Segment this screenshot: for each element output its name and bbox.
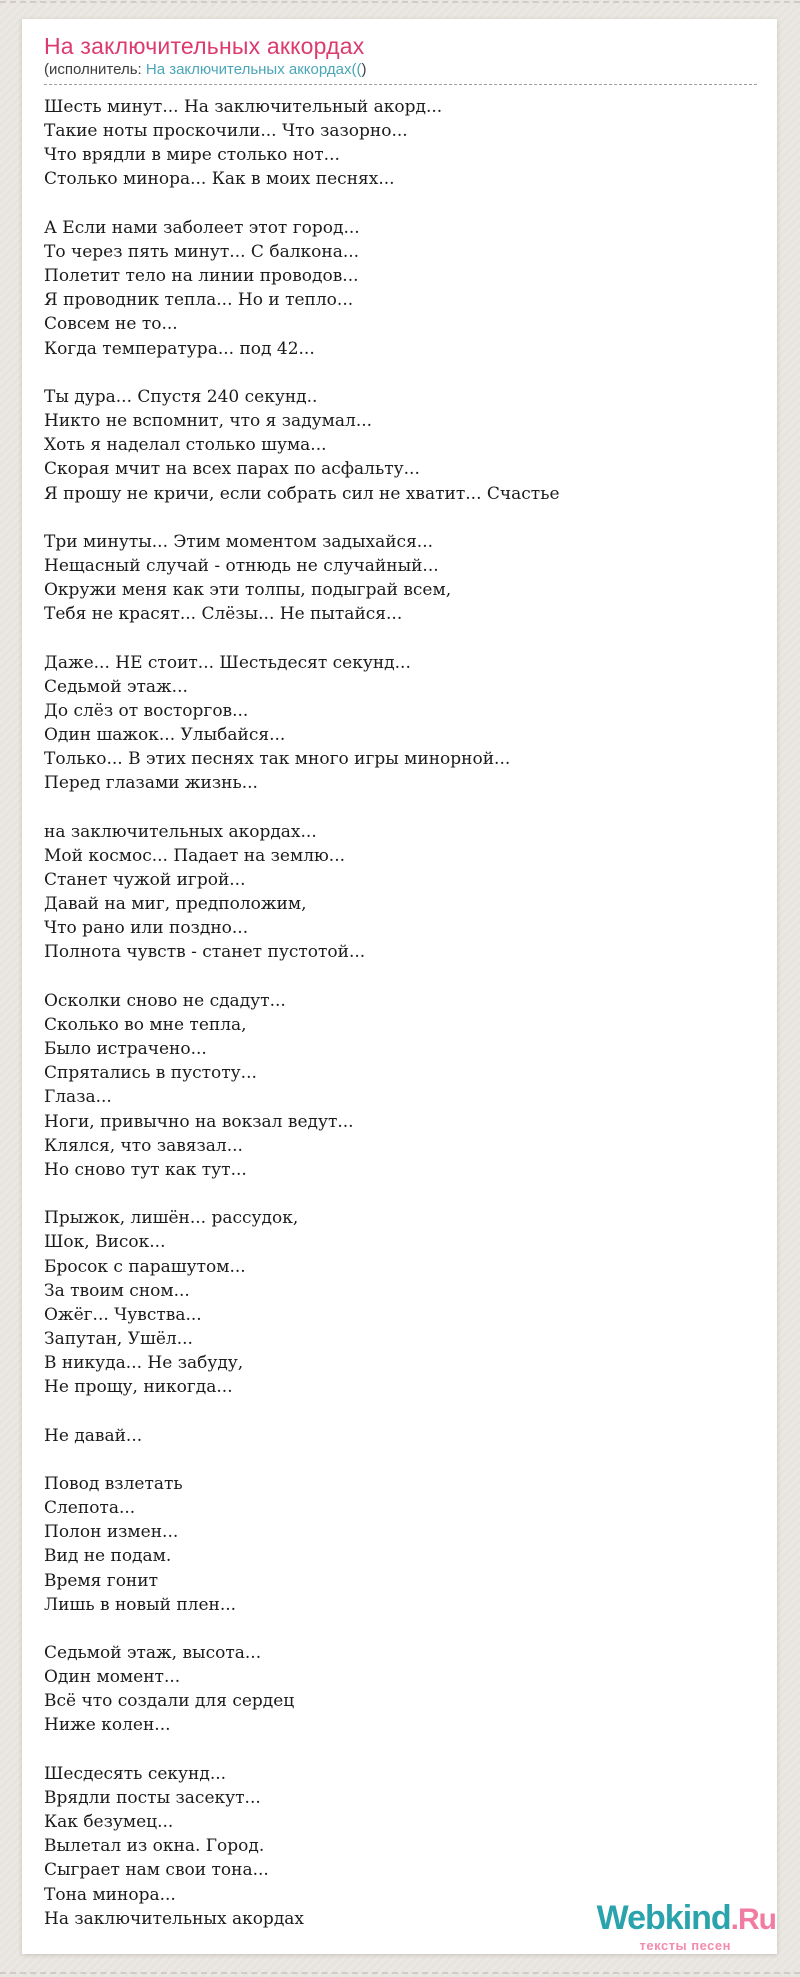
lyric-line: Хоть я наделал столько шума... bbox=[44, 435, 327, 456]
lyric-line: на заключительных акордах... bbox=[44, 821, 317, 842]
lyric-line: Полнота чувств - станет пустотой... bbox=[44, 942, 366, 963]
lyric-line: Бросок с парашутом... bbox=[44, 1256, 246, 1277]
lyric-line: Как безумец... bbox=[44, 1812, 174, 1833]
lyric-line: Седьмой этаж... bbox=[44, 676, 188, 697]
lyric-line: Такие ноты проскочили... Что зазорно... bbox=[44, 121, 408, 142]
stanza-gap bbox=[44, 192, 757, 216]
lyric-line: Окружи меня как эти толпы, подыграй всем, bbox=[44, 580, 452, 601]
stanza-gap bbox=[44, 1617, 757, 1641]
lyric-line: Станет чужой игрой... bbox=[44, 870, 246, 890]
lyric-line: Когда температура... под 42... bbox=[44, 338, 315, 359]
bottom-dashed-border bbox=[0, 1972, 800, 1974]
logo-tagline: тексты песен bbox=[639, 1938, 731, 1953]
lyric-line: Осколки сново не сдадут... bbox=[44, 990, 286, 1011]
lyric-line: Полетит тело на линии проводов... bbox=[44, 266, 359, 287]
lyric-line: Я проводник тепла... Но и тепло... bbox=[44, 290, 354, 311]
lyric-line: За твоим сном... bbox=[44, 1280, 190, 1301]
stanza-gap bbox=[44, 361, 757, 385]
lyric-line: Врядли посты засекут... bbox=[44, 1787, 261, 1808]
lyric-line: Тебя не красят... Слёзы... Не пытайся... bbox=[44, 604, 403, 625]
lyrics-text bbox=[44, 95, 757, 1931]
lyric-line: Повод взлетать bbox=[44, 1473, 183, 1494]
lyric-line: Полон измен... bbox=[44, 1522, 179, 1543]
lyric-line: Слепота... bbox=[44, 1498, 136, 1519]
lyric-line: Но сново тут как тут... bbox=[44, 1159, 247, 1180]
lyric-line: Тона минора... bbox=[44, 1884, 176, 1905]
lyric-line: Давай на миг, предположим, bbox=[44, 894, 307, 915]
lyric-line: Было истрачено... bbox=[44, 1039, 207, 1060]
lyric-line: Мой космос... Падает на землю... bbox=[44, 845, 346, 866]
logo-suffix-text: .Ru bbox=[730, 1903, 776, 1936]
stanza-gap bbox=[44, 626, 757, 650]
lyric-line: Шок, Висок... bbox=[44, 1232, 166, 1253]
lyric-line: Сколько во мне тепла, bbox=[44, 1014, 247, 1035]
webkind-logo[interactable] bbox=[597, 1901, 776, 1952]
artist-line bbox=[44, 60, 757, 85]
lyric-line: Я прошу не кричи, если собрать сил не хватит... Счастье bbox=[44, 483, 560, 504]
lyric-line: Что рано или поздно... bbox=[44, 918, 249, 939]
lyric-line: Три минуты... Этим моментом задыхайся... bbox=[44, 531, 434, 552]
lyric-line: Шесдесять секунд... bbox=[44, 1763, 227, 1784]
lyric-line: Вид не подам. bbox=[44, 1546, 172, 1567]
lyric-line: Запутан, Ушёл... bbox=[44, 1328, 193, 1349]
lyric-line: Прыжок, лишён... рассудок, bbox=[44, 1208, 299, 1229]
lyric-line: Не давай... bbox=[44, 1425, 143, 1446]
lyric-line: Столько минора... Как в моих песнях... bbox=[44, 169, 395, 190]
stanza-gap bbox=[44, 1182, 757, 1206]
lyric-line: Вылетал из окна. Город. bbox=[44, 1836, 265, 1857]
lyric-line: До слёз от восторгов... bbox=[44, 700, 249, 721]
stanza-gap bbox=[44, 965, 757, 989]
lyric-line: Перед глазами жизнь... bbox=[44, 773, 258, 794]
content-card bbox=[22, 19, 777, 1954]
lyric-line: Ты дура... Спустя 240 секунд.. bbox=[44, 386, 318, 407]
lyric-line: Седьмой этаж, высота... bbox=[44, 1643, 262, 1663]
artist-suffix: ) bbox=[361, 61, 367, 78]
artist-link[interactable]: На заключительных аккордах(( bbox=[145, 61, 362, 78]
top-dashed-border bbox=[0, 1, 800, 3]
lyric-line: Время гонит bbox=[44, 1570, 158, 1591]
lyric-line: Клялся, что завязал... bbox=[44, 1135, 243, 1156]
lyric-line: А Если нами заболеет этот город... bbox=[44, 217, 360, 238]
lyric-line: Только... В этих песнях так много игры минорной... bbox=[44, 749, 511, 770]
logo-main-text: Webkind bbox=[596, 1899, 731, 1937]
lyric-line: Ниже колен... bbox=[44, 1715, 171, 1736]
stanza-gap bbox=[44, 1448, 757, 1472]
stanza-gap bbox=[44, 506, 757, 530]
lyric-line: Нещасный случай - отнюдь не случайный... bbox=[44, 555, 439, 576]
lyric-line: Не прощу, никогда... bbox=[44, 1377, 233, 1398]
lyric-line: Один шажок... Улыбайся... bbox=[44, 725, 286, 746]
lyric-line: То через пять минут... С балкона... bbox=[44, 241, 360, 262]
lyric-line: На заключительных акордах bbox=[44, 1908, 305, 1929]
lyric-line: Что врядли в мире столько нот... bbox=[44, 145, 340, 166]
lyric-line: Шесть минут... На заключительный акорд... bbox=[44, 97, 443, 117]
lyric-line: Ожёг... Чувства... bbox=[44, 1304, 202, 1325]
lyric-line: Скорая мчит на всех парах по асфальту... bbox=[44, 459, 420, 480]
lyric-line: Лишь в новый плен... bbox=[44, 1594, 237, 1615]
page-title: На заключительных аккордах bbox=[44, 33, 365, 59]
lyric-line: Никто не вспомнит, что я задумал... bbox=[44, 411, 373, 432]
lyric-line: Совсем не то... bbox=[44, 314, 178, 335]
lyric-line: Сыграет нам свои тона... bbox=[44, 1860, 269, 1881]
stanza-gap bbox=[44, 1399, 757, 1423]
lyric-line: Всё что создали для сердец bbox=[44, 1691, 295, 1712]
lyric-line: В никуда... Не забуду, bbox=[44, 1353, 244, 1374]
lyric-line: Глаза... bbox=[44, 1087, 112, 1108]
lyric-line: Один момент... bbox=[44, 1667, 181, 1688]
stanza-gap bbox=[44, 1738, 757, 1762]
lyric-line: Спрятались в пустоту... bbox=[44, 1063, 257, 1084]
lyric-line: Ноги, привычно на вокзал ведут... bbox=[44, 1111, 354, 1132]
stanza-gap bbox=[44, 796, 757, 820]
lyric-line: Даже... НЕ стоит... Шестьдесят секунд... bbox=[44, 652, 411, 673]
artist-label: (исполнитель: bbox=[44, 61, 146, 78]
